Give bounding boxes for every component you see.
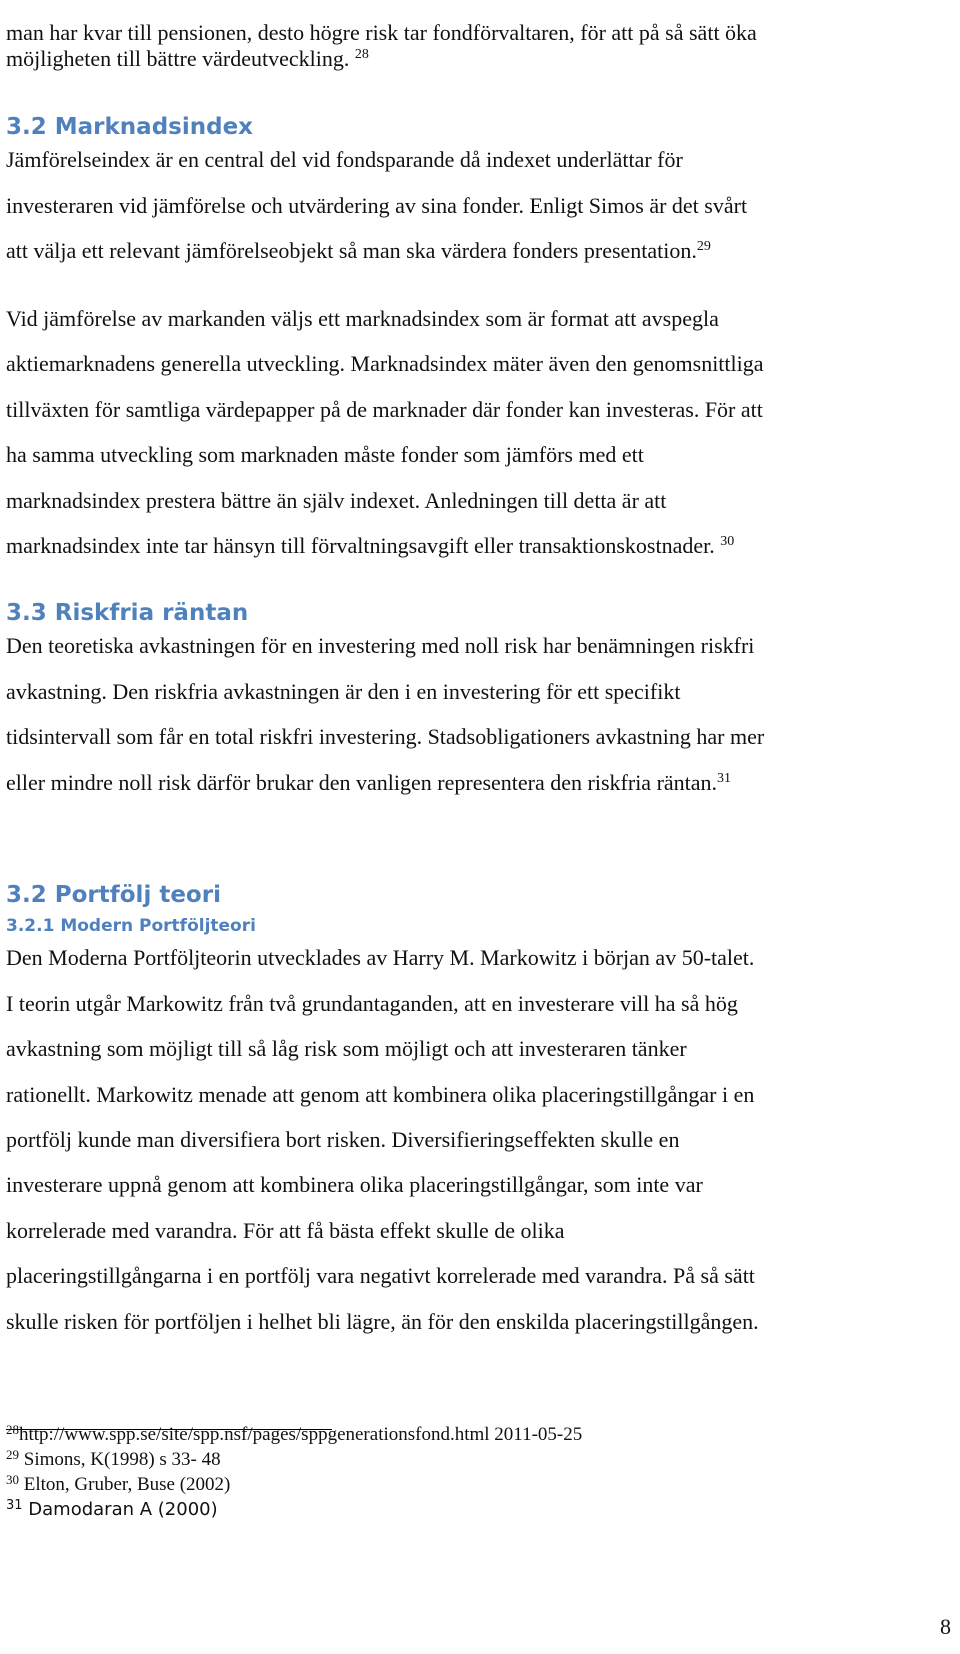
- footnote-29-text: Simons, K(1998) s 33- 48: [23, 1449, 221, 1470]
- page-number: 8: [940, 1614, 951, 1639]
- portfolj-line-6: investerare uppnå genom att kombinera olika placeringstillgångar, som inte var: [6, 1172, 703, 1197]
- marknadsindex-p1-line-3-text: att välja ett relevant jämförelseobjekt så man ska värdera fonders presentation.: [6, 238, 697, 263]
- marknadsindex-p2-line-1: Vid jämförelse av markanden väljs ett marknadsindex som är format att avspegla: [6, 306, 719, 331]
- intro-line-1: man har kvar till pensionen, desto högre risk tar fondförvaltaren, för att på så sätt öka: [6, 20, 757, 45]
- marknadsindex-p1-line-3: [6, 227, 711, 275]
- footnote-31-number: 31: [6, 1498, 23, 1513]
- riskfria-line-2: avkastning. Den riskfria avkastningen är den i en investering för ett specifikt: [6, 679, 681, 704]
- footnote-30: [6, 1472, 230, 1498]
- section-heading-riskfria-rantan: 3.3 Riskfria räntan: [6, 600, 249, 626]
- marknadsindex-p2-line-3: tillväxten för samtliga värdepapper på de marknader där fonder kan investeras. För att: [6, 397, 763, 422]
- marknadsindex-p1-line-2: investeraren vid jämförelse och utvärdering av sina fonder. Enligt Simos är det svårt: [6, 193, 748, 218]
- riskfria-line-1: Den teoretiska avkastningen för en investering med noll risk har benämningen riskfri: [6, 633, 755, 658]
- marknadsindex-p2-line-6: [6, 522, 734, 570]
- marknadsindex-p2-line-5: marknadsindex prestera bättre än själv indexet. Anledningen till detta är att: [6, 488, 667, 513]
- marknadsindex-p1-line-1: Jämförelseindex är en central del vid fondsparande då indexet underlättar för: [6, 147, 683, 172]
- marknadsindex-p2-line-2: aktiemarknadens generella utveckling. Marknadsindex mäter även den genomsnittliga: [6, 351, 764, 376]
- subsection-heading-modern-portfoljteori: 3.2.1 Modern Portföljteori: [6, 916, 256, 936]
- portfolj-line-1: Den Moderna Portföljteorin utvecklades av Harry M. Markowitz i början av 50-talet.: [6, 945, 755, 970]
- footnote-ref-30: 30: [720, 534, 735, 549]
- footnote-29-number: 29: [6, 1447, 19, 1462]
- portfolj-line-7: korrelerade med varandra. För att få bästa effekt skulle de olika: [6, 1218, 565, 1243]
- portfolj-line-3: avkastning som möjligt till så låg risk som möjligt och att investeraren tänker: [6, 1036, 687, 1061]
- footnote-ref-28: 28: [354, 47, 369, 62]
- riskfria-line-4: [6, 759, 731, 807]
- marknadsindex-p2-line-4: ha samma utveckling som marknaden måste fonder som jämförs med ett: [6, 442, 644, 467]
- footnote-28-number: 28: [6, 1422, 19, 1437]
- intro-line-2-text: möjligheten till bättre värdeutveckling.: [6, 46, 350, 71]
- marknadsindex-p2-line-6-text: marknadsindex inte tar hänsyn till förvaltningsavgift eller transaktionskostnader.: [6, 533, 715, 558]
- portfolj-line-4: rationellt. Markowitz menade att genom att kombinera olika placeringstillgångar i en: [6, 1082, 755, 1107]
- footnote-30-number: 30: [6, 1472, 19, 1487]
- footnote-ref-29: 29: [696, 239, 711, 254]
- footnote-30-text: Elton, Gruber, Buse (2002): [23, 1474, 231, 1495]
- footnote-ref-31: 31: [717, 771, 732, 786]
- footnote-29: [6, 1447, 221, 1473]
- riskfria-line-4-text: eller mindre noll risk därför brukar den vanligen representera den riskfria räntan.: [6, 770, 718, 795]
- portfolj-line-8: placeringstillgångarna i en portfölj vara negativt korrelerade med varandra. På så sätt: [6, 1263, 755, 1288]
- portfolj-line-9: skulle risken för portföljen i helhet bli lägre, än för den enskilda placeringstillgången.: [6, 1309, 759, 1334]
- portfolj-line-5: portfölj kunde man diversifiera bort risken. Diversifieringseffekten skulle en: [6, 1127, 680, 1152]
- section-heading-marknadsindex: 3.2 Marknadsindex: [6, 114, 254, 140]
- footnote-31-text: Damodaran A (2000): [28, 1499, 218, 1520]
- riskfria-line-3: tidsintervall som får en total riskfri investering. Stadsobligationers avkastning har mer: [6, 724, 765, 749]
- intro-line-2: [6, 35, 369, 83]
- footnote-28: [6, 1422, 582, 1448]
- section-heading-portfolj-teori: 3.2 Portfölj teori: [6, 882, 221, 908]
- footnote-28-link[interactable]: http://www.spp.se/site/spp.nsf/pages/sppgenerationsfond.html 2011-05-25: [19, 1424, 583, 1445]
- footnote-31: [6, 1497, 218, 1523]
- portfolj-line-2: I teorin utgår Markowitz från två grundantaganden, att en investerare vill ha så hög: [6, 991, 738, 1016]
